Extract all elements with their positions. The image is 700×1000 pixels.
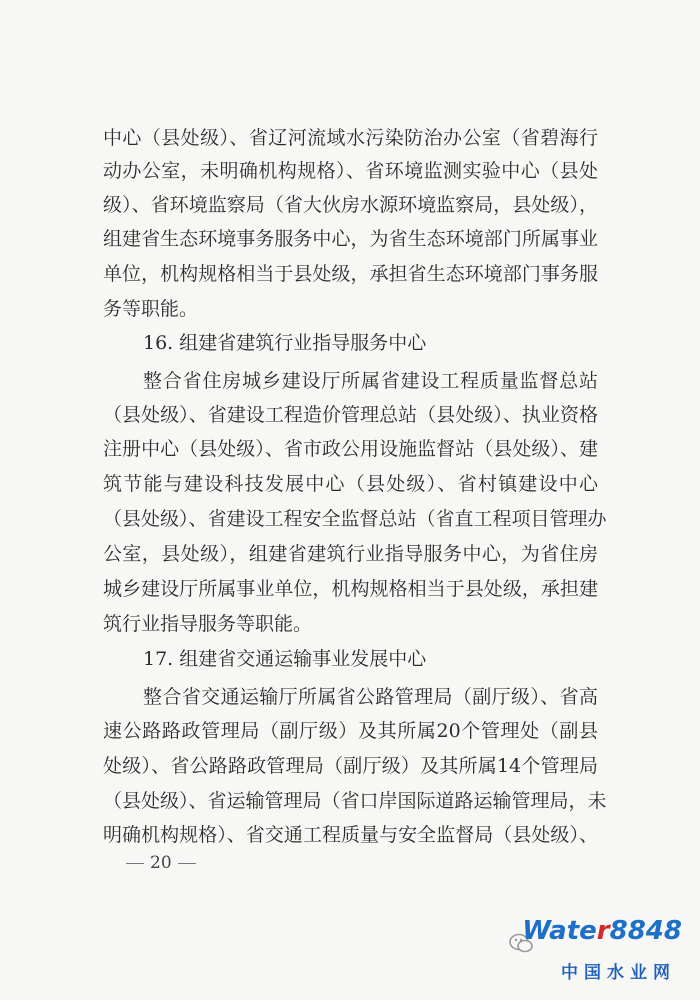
text-line: 公室，县处级），组建省建筑行业指导服务中心，为省住房 bbox=[103, 543, 598, 565]
site-watermark bbox=[500, 912, 690, 992]
text-line: 筑节能与建设科技发展中心（县处级）、省村镇建设中心 bbox=[103, 473, 598, 495]
logo-part-3: 8848 bbox=[609, 916, 682, 946]
text-line: （县处级）、省建设工程造价管理总站（县处级）、执业资格 bbox=[103, 404, 598, 426]
dash-right bbox=[178, 863, 196, 864]
logo-part-1: Wate bbox=[522, 916, 597, 946]
page-number-value: 20 bbox=[150, 853, 172, 873]
dash-left bbox=[126, 863, 144, 864]
site-name: 中国水业网 bbox=[561, 963, 676, 983]
text-line: 注册中心（县处级）、省市政公用设施监督站（县处级）、建 bbox=[103, 438, 598, 460]
text-line: 城乡建设厅所属事业单位，机构规格相当于县处级，承担建 bbox=[103, 578, 598, 600]
text-line: 整合省交通运输厅所属省公路管理局（副厅级）、省高 bbox=[143, 686, 598, 708]
section-heading-16: 16. 组建省建筑行业指导服务中心 bbox=[143, 332, 427, 354]
text-line: 处级）、省公路路政管理局（副厅级）及其所属14个管理局 bbox=[103, 755, 598, 777]
text-line: 级）、省环境监察局（省大伙房水源环境监察局，县处级）， bbox=[103, 194, 598, 216]
text-line: （县处级）、省运输管理局（省口岸国际道路运输管理局，未 bbox=[103, 790, 607, 812]
text-line: 整合省住房城乡建设厅所属省建设工程质量监督总站 bbox=[143, 370, 598, 392]
text-line: 中心（县处级）、省辽河流域水污染防治办公室（省碧海行 bbox=[103, 127, 598, 149]
text-line: 速公路路政管理局（副厅级）及其所属20个管理处（副县 bbox=[103, 720, 598, 742]
site-logo bbox=[522, 916, 682, 946]
page-number bbox=[120, 853, 202, 873]
logo-part-2: r bbox=[596, 916, 610, 946]
text-line: 单位，机构规格相当于县处级，承担省生态环境部门事务服 bbox=[103, 263, 598, 285]
text-line: 动办公室，未明确机构规格）、省环境监测实验中心（县处 bbox=[103, 160, 598, 182]
text-line: （县处级）、省建设工程安全监督总站（省直工程项目管理办 bbox=[103, 508, 607, 530]
section-heading-17: 17. 组建省交通运输事业发展中心 bbox=[143, 648, 427, 670]
text-line: 明确机构规格）、省交通工程质量与安全监督局（县处级）、 bbox=[103, 824, 598, 846]
text-line: 务等职能。 bbox=[103, 298, 199, 320]
text-line: 组建省生态环境事务服务中心，为省生态环境部门所属事业 bbox=[103, 228, 598, 250]
text-line: 筑行业指导服务等职能。 bbox=[103, 613, 313, 635]
